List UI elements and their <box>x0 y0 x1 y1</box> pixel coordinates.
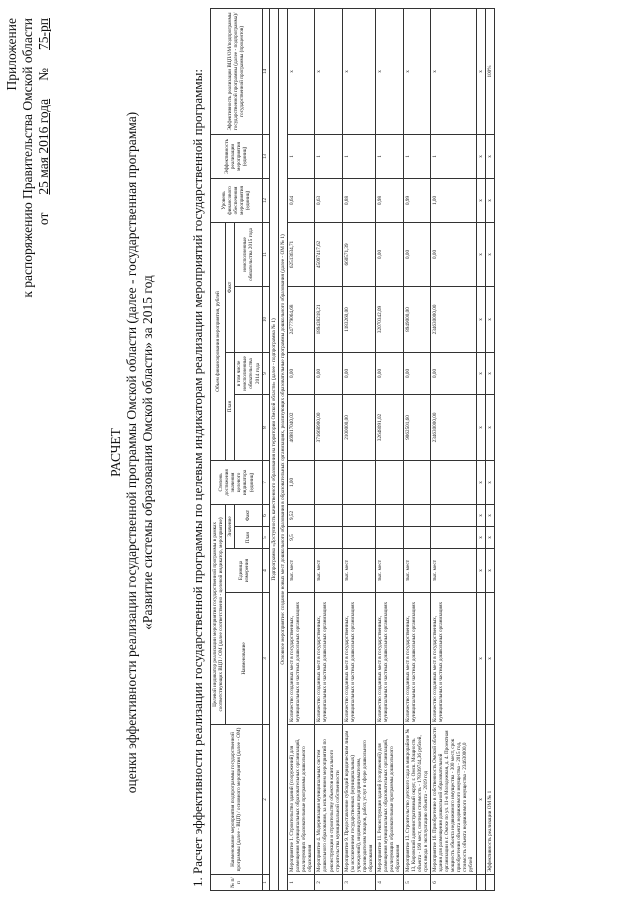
finance-level: 0,99 <box>403 178 430 222</box>
col-number: 6 <box>262 504 269 526</box>
fin-fact-incl: 0,00 <box>430 222 476 286</box>
marker-cell: x <box>476 178 485 222</box>
col-finance-level: Уровень финансового обеспечения мероприятия (единиц) <box>211 178 263 222</box>
efficiency: 1 <box>342 134 375 178</box>
col-number: 12 <box>262 178 269 222</box>
fin-plan-incl: 0,00 <box>430 352 476 394</box>
row-number: 4 <box>376 875 403 891</box>
col-number: 8 <box>262 394 269 460</box>
col-number: 4 <box>262 549 269 593</box>
row-number: 1 <box>287 875 314 891</box>
table-row <box>287 8 314 890</box>
program-efficiency: x <box>430 8 476 134</box>
event-name: Мероприятие 11. Реконструкция зданий (сооружений) для размещения муниципальных образовательных организаций, реализующих образовательные программы дошкольного образования <box>376 725 403 875</box>
fin-plan-incl: 0,00 <box>376 352 403 394</box>
total-cell: x <box>485 134 494 178</box>
col-efficiency: Эффективность реализации мероприятия (единиц) <box>211 134 263 178</box>
empty-cell <box>376 460 403 504</box>
table-row <box>315 8 342 890</box>
indicator-fact: 9,52 <box>287 504 314 526</box>
header-row-1 <box>211 8 226 890</box>
table-body <box>262 8 494 890</box>
fin-plan: 371668900,00 <box>315 394 342 460</box>
document-title: РАСЧЕТ <box>108 428 123 477</box>
col-number: 1 <box>262 875 269 891</box>
program-efficiency: x <box>403 8 430 134</box>
indicator-name: Количество созданных мест в государственных, муниципальных и частных дошкольных организациях <box>430 593 476 725</box>
indicator-name: Количество созданных мест в государственных, муниципальных и частных дошкольных организациях <box>315 593 342 725</box>
col-value-group: Значение <box>226 504 235 548</box>
finance-level: 0,64 <box>287 178 314 222</box>
fin-plan: 9062501,60 <box>403 394 430 460</box>
marker-cell: x <box>476 394 485 460</box>
total-cell: x <box>485 352 494 394</box>
col-fin-plan-incl: в том числе неисполненные обязательства 2014 года <box>235 352 262 394</box>
total-cell: x <box>485 527 494 549</box>
finance-level: 1,00 <box>430 178 476 222</box>
empty-cell <box>376 504 403 526</box>
row-number: 5 <box>403 875 430 891</box>
table-row <box>342 8 375 890</box>
efficiency-table <box>210 8 495 891</box>
unit: тыс. мест <box>376 549 403 593</box>
fin-fact: 32070342,09 <box>376 286 403 352</box>
marker-cell: x <box>476 593 485 725</box>
col-plan: План <box>235 527 262 549</box>
finance-level: 0,63 <box>315 178 342 222</box>
efficiency: 1 <box>430 134 476 178</box>
col-fin-fact-total <box>235 286 262 352</box>
title-block <box>108 30 156 875</box>
fin-fact-incl: 62513634,71 <box>287 222 314 286</box>
empty-cell <box>376 527 403 549</box>
row-number: 2 <box>315 875 342 891</box>
finance-level: 0,98 <box>376 178 403 222</box>
finance-level: 0,88 <box>342 178 375 222</box>
unit: тыс. мест <box>315 549 342 593</box>
marker-cell: x <box>476 725 485 875</box>
total-cell: x <box>485 549 494 593</box>
program-efficiency: x <box>315 8 342 134</box>
number-prefix: № <box>36 67 51 81</box>
decree-date: 25 мая 2016 года <box>36 98 51 195</box>
empty-cell <box>403 504 430 526</box>
efficiency: 1 <box>287 134 314 178</box>
event-name: Мероприятие 1. Строительство зданий (сооружений) для размещения муниципальных образовательных организаций, реализующих образовательные программы дошкольного образования <box>287 725 314 875</box>
col-indicator-group: Целевой индикатор реализации мероприятия государственной программы в рамках соответствующих ВЦП / ОМ (далее соответственно - целевой индикатор, мероприятие) <box>211 504 226 724</box>
marker-cell: x <box>476 286 485 352</box>
fin-fact-incl: 660571,39 <box>342 222 375 286</box>
col-number: 10 <box>262 286 269 352</box>
col-num: № п/п <box>211 875 263 891</box>
total-cell: x <box>485 460 494 504</box>
empty-cell <box>430 504 476 526</box>
col-name: Наименование <box>226 593 262 725</box>
marker-cell <box>476 875 485 891</box>
col-number: 9 <box>262 352 269 394</box>
marker-row <box>476 8 485 890</box>
indicator-name: Количество созданных мест в государственных, муниципальных и частных дошкольных организациях <box>342 593 375 725</box>
om-row <box>278 8 287 890</box>
empty-cell <box>342 460 375 504</box>
empty-cell <box>342 504 375 526</box>
col-number: 7 <box>262 460 269 504</box>
marker-cell: x <box>476 527 485 549</box>
table-row <box>430 8 476 890</box>
col-fact: Факт <box>235 504 262 526</box>
fin-plan: 2100000,00 <box>342 394 375 460</box>
marker-cell: x <box>476 8 485 134</box>
subprogram-row <box>269 8 278 890</box>
subprogram-title: Подпрограмма «Доступность качественного образования на территории Омской области» (далее - подпрограмма № 1) <box>269 8 278 890</box>
total-cell: x <box>485 222 494 286</box>
unit: тыс. мест <box>287 549 314 593</box>
fin-plan-incl: 0,00 <box>342 352 375 394</box>
col-number: 3 <box>262 593 269 725</box>
om-title: Основное мероприятие: создание новых мест дошкольного образования в образовательных организациях, реализующих образовательные программы дошкольного образования (далее - ОМ № 1) <box>278 8 287 890</box>
decree-line <box>36 18 52 298</box>
marker-cell: x <box>476 352 485 394</box>
marker-cell: x <box>476 460 485 504</box>
fin-fact-incl: 0,00 <box>403 222 430 286</box>
col-achievement: Степень достижения значения целевого индикатора (единиц) <box>211 460 263 504</box>
col-unit: Единица измерения <box>226 549 262 593</box>
total-cell: x <box>485 593 494 725</box>
total-label-spacer <box>485 875 494 891</box>
title-line-3: «Развитие системы образования Омской области» за 2015 год <box>140 275 155 630</box>
total-cell: x <box>485 394 494 460</box>
decree-number: 75-рп <box>36 18 51 50</box>
unit: тыс. мест <box>342 549 375 593</box>
title-line-2: оценки эффективности реализации государственной программы Омской области (далее - государственная программа) <box>124 111 139 794</box>
appendix-label: Приложение <box>4 18 19 91</box>
fin-fact: 1183260,00 <box>342 286 375 352</box>
total-value: 100% <box>485 8 494 134</box>
total-cell: x <box>485 286 494 352</box>
col-number: 2 <box>262 725 269 875</box>
fin-fact-incl: 0,00 <box>376 222 403 286</box>
fin-plan-incl: 0,00 <box>315 352 342 394</box>
program-efficiency: x <box>376 8 403 134</box>
marker-cell: x <box>476 504 485 526</box>
appendix-block <box>4 18 52 298</box>
empty-cell <box>430 460 476 504</box>
efficiency: 1 <box>403 134 430 178</box>
col-number: 13 <box>262 134 269 178</box>
indicator-name: Количество созданных мест в государственных, муниципальных и частных дошкольных организациях <box>287 593 314 725</box>
section-subtitle: 1. Расчет эффективности реализации государственной программы по целевым индикаторам реализации мероприятий государственной программы: <box>190 69 205 887</box>
fin-plan: 32648091,02 <box>376 394 403 460</box>
col-number: 11 <box>262 222 269 286</box>
indicator-plan: 9,5 <box>287 527 314 549</box>
empty-cell <box>315 527 342 549</box>
event-name: Мероприятие 9. Предоставление субсидий юридическим лицам (за исключением государственных (муниципальных) учреждений), индивидуальным предпринимателям, производителям товаров, работ, услуг в сфере дошкольного образования <box>342 725 375 875</box>
row-number: 6 <box>430 875 476 891</box>
empty-cell <box>342 527 375 549</box>
marker-cell: x <box>476 549 485 593</box>
col-fin-plan-total <box>235 394 262 460</box>
event-name: Мероприятие 4. Модернизация муниципальных систем дошкольного образования, за исключением мероприятий по реконструкции и строительству объектов капитального строительства муниципальной собственности <box>315 725 342 875</box>
appendix-text: к распоряжению Правительства Омской области <box>20 18 35 298</box>
efficiency: 1 <box>315 134 342 178</box>
col-program-efficiency: Эффективность реализации ВЦП/ОМ/подпрограммы государственной программы (далее - подпрограмма)/ государственной программы (процентов) <box>211 8 263 134</box>
program-efficiency: x <box>342 8 375 134</box>
empty-cell <box>430 527 476 549</box>
fin-plan: 469817040,02 <box>287 394 314 460</box>
fin-fact: 247779064,68 <box>287 286 314 352</box>
unit: тыс. мест <box>403 549 430 593</box>
col-event: Наименование мероприятия подпрограммы государственной программы (далее - ВЦП) / основного мероприятия (далее - ОМ) <box>211 725 263 875</box>
marker-cell: x <box>476 222 485 286</box>
event-name: Мероприятие 13. Строительство детского сада в микрорайоне № 13, Кировский административный округ, г. Омск. Мощность объекта - 190 мест, сметная стоимость - 178309744,36 рублей, срок ввода в эксплуатацию объекта - 2019 год <box>403 725 430 875</box>
event-name: Мероприятие 16. Приобретение в собственность Омской области здания для размещения дошкольной образовательной организации в г. Омске по ул. 11-я Молодежная, д. 4. Проектная мощность объекта недвижимого имущества - 300 мест, срок приобретения объекта недвижимого имущества - 2015 год, стоимость объекта недвижимого имущества - 234630000,0 рублей <box>430 725 476 875</box>
col-fin-plan: План <box>226 352 235 460</box>
total-cell: x <box>485 504 494 526</box>
fin-fact-incl: 45097417,62 <box>315 222 342 286</box>
marker-cell: x <box>476 134 485 178</box>
unit: тыс. мест <box>430 549 476 593</box>
col-number: 5 <box>262 527 269 549</box>
efficiency: 1 <box>376 134 403 178</box>
fin-plan-incl: 0,00 <box>287 352 314 394</box>
indicator-name: Количество созданных мест в государственных, муниципальных и частных дошкольных организациях <box>376 593 403 725</box>
col-finance-group: Объем финансирования мероприятия, рублей <box>211 222 226 460</box>
column-numbers-row <box>262 8 269 890</box>
indicator-name: Количество созданных мест в государственных, муниципальных и частных дошкольных организациях <box>403 593 430 725</box>
col-number: 14 <box>262 8 269 134</box>
row-number: 3 <box>342 875 375 891</box>
program-efficiency: x <box>287 8 314 134</box>
total-cell: x <box>485 178 494 222</box>
date-prefix: от <box>36 212 51 226</box>
empty-cell <box>315 460 342 504</box>
table-row <box>376 8 403 890</box>
empty-cell <box>315 504 342 526</box>
total-label: Эффективность реализации ОМ № 1 <box>485 725 494 875</box>
fin-fact: 8949000,00 <box>403 286 430 352</box>
total-row <box>485 8 494 890</box>
empty-cell <box>403 527 430 549</box>
fin-fact: 234630000,00 <box>430 286 476 352</box>
fin-plan-incl: 0,00 <box>403 352 430 394</box>
fin-plan: 234630000,00 <box>430 394 476 460</box>
table-row <box>403 8 430 890</box>
col-fin-fact: Факт <box>226 222 235 352</box>
col-fin-fact-incl: неисполненные обязательства 2015 года <box>235 222 262 286</box>
achievement: 1,00 <box>287 460 314 504</box>
fin-fact: 189438218,21 <box>315 286 342 352</box>
empty-cell <box>403 460 430 504</box>
